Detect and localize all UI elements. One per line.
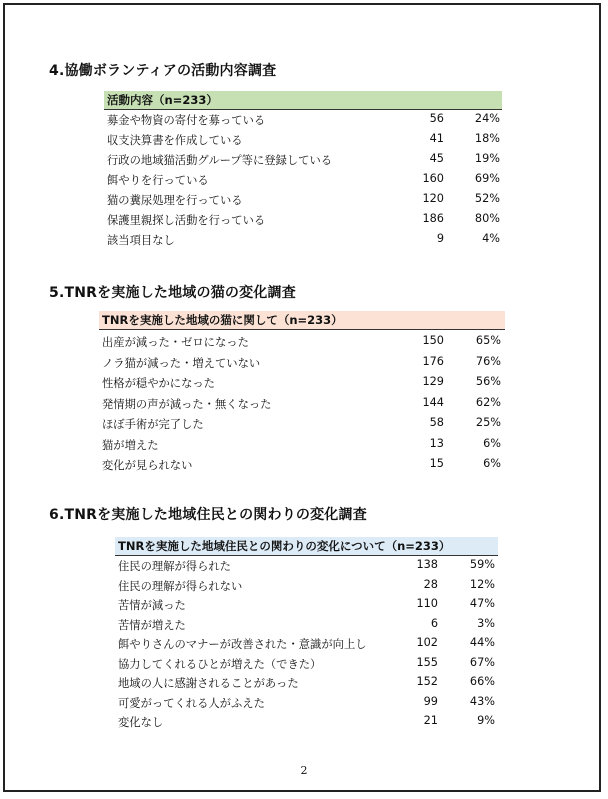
row-percent: 4% [482, 232, 500, 245]
row-count: 102 [416, 636, 438, 649]
table-row [99, 355, 505, 376]
row-label: 住民の理解が得られた [118, 560, 231, 573]
row-label: 可愛がってくれる人がふえた [118, 696, 265, 710]
row-label: 出産が減った・ゼロになった [102, 336, 249, 349]
row-label: 該当項目なし [107, 234, 175, 247]
table-row [115, 617, 498, 637]
row-label: ノラ猫が減った・増えていない [102, 356, 261, 370]
table-row [99, 375, 505, 396]
row-label: 苦情が減った [118, 599, 186, 612]
row-count: 9 [436, 232, 444, 245]
row-label: ほぼ手術が完了した [102, 418, 204, 431]
row-percent: 80% [474, 212, 500, 225]
row-percent: 67% [469, 655, 495, 669]
table-row [104, 212, 502, 232]
row-count: 13 [429, 436, 444, 450]
section-title: 5.TNRを実施した地域の猫の変化調査 [49, 285, 296, 301]
row-percent: 62% [475, 395, 501, 409]
table-row [104, 132, 502, 152]
row-count: 160 [422, 172, 444, 185]
table-body [115, 556, 498, 734]
row-count: 99 [423, 694, 438, 708]
table-header: TNRを実施した地域住民との関わりの変化について（n=233） [115, 537, 498, 556]
row-count: 152 [416, 675, 438, 688]
row-percent: 18% [474, 132, 500, 145]
row-percent: 69% [474, 172, 500, 185]
row-percent: 43% [469, 694, 495, 708]
table-row [115, 558, 498, 578]
table-row [115, 578, 498, 598]
row-percent: 66% [469, 675, 495, 688]
table-row [115, 714, 498, 734]
row-percent: 9% [477, 714, 495, 727]
row-label: 餌やりさんのマナーが改善された・意識が向上し [118, 638, 367, 651]
row-count: 138 [416, 558, 438, 571]
row-label: 保護里親探し活動を行っている [107, 214, 266, 227]
row-percent: 24% [474, 112, 500, 125]
row-label: 変化なし [118, 716, 164, 729]
table-row [104, 172, 502, 192]
table-body [99, 330, 505, 478]
table-body [104, 110, 502, 252]
row-count: 150 [422, 334, 444, 347]
row-percent: 44% [469, 636, 495, 649]
row-count: 155 [416, 655, 438, 669]
row-percent: 65% [475, 334, 501, 347]
row-label: 餌やりを行っている [107, 174, 209, 187]
row-percent: 25% [475, 416, 501, 429]
row-count: 6 [430, 616, 438, 630]
table-row [115, 636, 498, 656]
row-label: 協力してくれるひとが増えた（できた） [118, 657, 322, 671]
table-row [99, 334, 505, 355]
row-percent: 76% [475, 354, 501, 368]
tnr-cat-change-table [99, 311, 505, 478]
table-row [115, 597, 498, 617]
row-count: 45 [429, 152, 444, 165]
table-row [99, 437, 505, 458]
row-count: 110 [416, 597, 438, 610]
table-row [99, 396, 505, 417]
row-count: 129 [422, 375, 444, 388]
table-row [99, 457, 505, 478]
section-title: 6.TNRを実施した地域住民との関わりの変化調査 [49, 507, 367, 523]
section-title: 4.協働ボランティアの活動内容調査 [49, 63, 277, 79]
table-row [99, 416, 505, 437]
table-row [115, 656, 498, 676]
row-percent: 6% [483, 436, 501, 450]
row-label: 発情期の声が減った・無くなった [102, 397, 272, 411]
row-percent: 56% [475, 375, 501, 388]
table-row [104, 232, 502, 252]
row-count: 56 [429, 112, 444, 125]
row-count: 120 [422, 192, 444, 205]
row-count: 15 [429, 457, 444, 470]
row-label: 募金や物資の寄付を募っている [107, 114, 266, 127]
table-row [104, 192, 502, 212]
tnr-residents-table [115, 537, 498, 734]
table-row [104, 112, 502, 132]
row-percent: 12% [469, 577, 495, 591]
row-label: 地域の人に感謝されることがあった [118, 677, 299, 690]
row-count: 28 [423, 577, 438, 591]
table-header: TNRを実施した地域の猫に関して（n=233） [99, 311, 505, 330]
row-label: 変化が見られない [102, 459, 193, 472]
row-label: 猫が増えた [102, 438, 159, 452]
row-count: 21 [423, 714, 438, 727]
row-label: 猫の糞尿処理を行っている [107, 194, 243, 207]
table-row [104, 152, 502, 172]
row-count: 41 [429, 132, 444, 145]
row-count: 186 [422, 212, 444, 225]
row-percent: 47% [469, 597, 495, 610]
table-row [115, 695, 498, 715]
row-count: 58 [429, 416, 444, 429]
activity-table [104, 91, 502, 252]
row-label: 行政の地域猫活動グループ等に登録している [107, 154, 333, 167]
row-percent: 52% [474, 192, 500, 205]
row-label: 住民の理解が得られない [118, 579, 243, 593]
row-label: 性格が穏やかになった [102, 377, 215, 390]
row-label: 苦情が増えた [118, 618, 186, 632]
row-percent: 3% [477, 616, 495, 630]
page-number: 2 [300, 764, 308, 777]
row-percent: 19% [474, 152, 500, 165]
table-row [115, 675, 498, 695]
row-percent: 59% [469, 558, 495, 571]
row-label: 収支決算書を作成している [107, 134, 243, 147]
row-count: 176 [422, 354, 444, 368]
row-count: 144 [422, 395, 444, 409]
row-percent: 6% [483, 457, 501, 470]
table-header: 活動内容（n=233） [104, 91, 502, 110]
